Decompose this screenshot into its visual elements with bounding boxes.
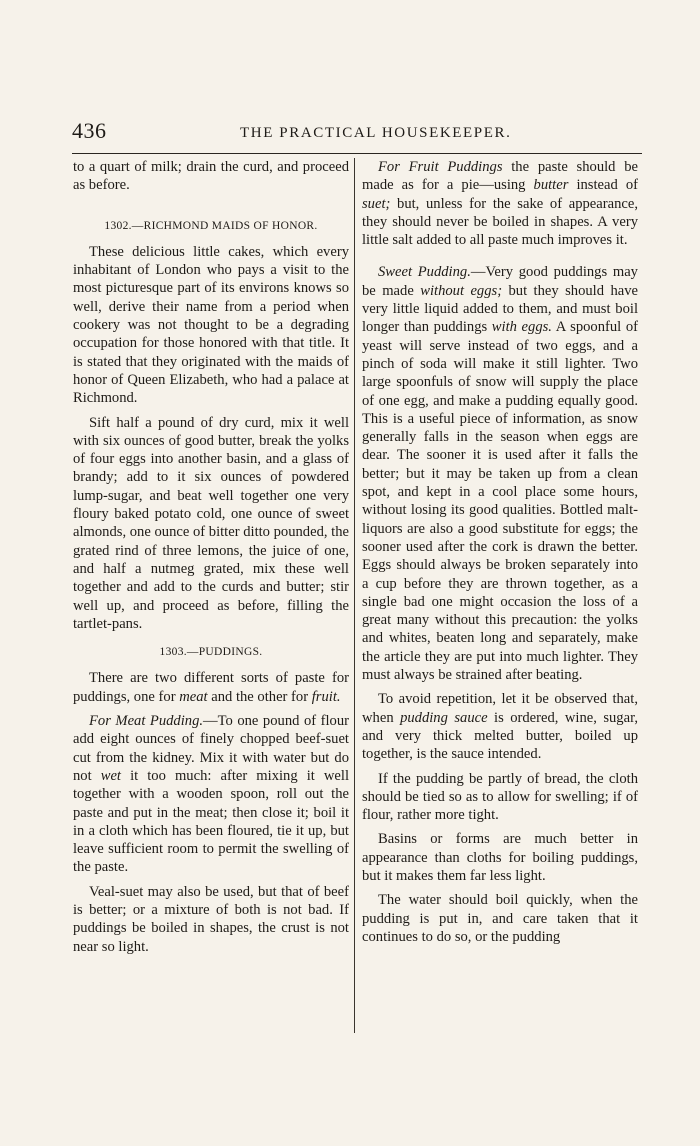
running-head: THE PRACTICAL HOUSEKEEPER.: [240, 125, 512, 141]
pudding-sauce-paragraph: [362, 690, 638, 763]
pudding-sauce-term: pudding sauce: [400, 709, 488, 726]
meat-wet: wet: [100, 767, 121, 784]
header-rule: [72, 153, 642, 154]
sweet-text-c: A spoonful of yeast will serve instead of two eggs, and a pinch of soda will make it still lighter. Two large spoonfuls of snow will supply the place of one egg, and make a pudding equally good. This is a useful piece of information, as snow generally falls in the season when eggs are dear. The sooner it is used after it falls the better; but it may be taken up from a clean spot, and kept in a cool place some hours, without losing its good qualities. Bottled malt-liquors are also a good substitute for eggs; the sooner used after the cork is drawn the better. Eggs should always be broken separately into a cup before they are thrown together, as a single bad one might occasion the loss of a great many without this precaution: the yolks and whites, beaten long and separately, make the article they are put into much lighter. They must always be strained after beating.: [362, 319, 639, 684]
page-header: [72, 118, 642, 148]
fruit-suet: suet;: [362, 195, 391, 212]
maids-history-paragraph: These delicious little cakes, which every inhabitant of London who pays a visit to the most picturesque part of its environs knows so well, derive their name from a period when cookery was not thought to be a degrading occupation for those honored with that title. It is stated that they originated with the maids of honor of Queen Elizabeth, who had a palace at Richmond.: [73, 243, 349, 407]
intro-meat: meat: [179, 688, 208, 705]
sweet-text-b: but they should have very little liquid added to them, and must boil longer than puddings: [362, 282, 638, 336]
fruit-text-c: but, unless for the sake of appearance, they should never be boiled in shapes. A very little salt added to all paste much improves it.: [362, 195, 638, 249]
intro-text-a: There are two different sorts of paste for puddings, one for: [73, 670, 349, 705]
left-column: [73, 158, 349, 962]
sweet-pudding-paragraph: [362, 263, 638, 684]
sweet-pudding-title: Sweet Pudding.: [378, 264, 471, 281]
maids-method-paragraph: Sift half a pound of dry curd, mix it well with six ounces of good butter, break the yolks of four eggs into another basin, and a glass of brandy; add to it six ounces of powdered lump-sugar, and beat well together one very floury baked potato cold, one ounce of sweet almonds, one ounce of bitter ditto pounded, the grated rind of three lemons, the juice of one, and half a nutmeg grated, mix these well together and add to the curds and butter; stir well up, and proceed as before, filling the tartlet-pans.: [73, 414, 350, 632]
meat-pudding-title: For Meat Pudding.: [89, 713, 204, 730]
boiling-water-paragraph: The water should boil quickly, when the pudding is put in, and care taken that it continues to do so, or the pudding: [362, 892, 638, 945]
meat-text-a: —To one pound of flour add eight ounces of finely chopped beef-suet cut from the kidney. Mix it with water but do not: [73, 713, 349, 784]
page-number: 436: [72, 118, 107, 143]
sauce-text-a: To avoid repetition, let it be observed that, when: [362, 691, 638, 726]
bread-pudding-paragraph: If the pudding be partly of bread, the cloth should be tied so as to allow for swelling; if of flour, rather more tight.: [362, 770, 638, 824]
puddings-intro-paragraph: [73, 669, 349, 706]
column-divider: [354, 158, 355, 1033]
fruit-text-a: the paste should be made as for a pie—using: [362, 159, 638, 194]
fruit-puddings-paragraph: [362, 158, 638, 249]
sweet-text-a: —Very good puddings may be made: [362, 264, 638, 299]
fruit-butter: butter: [533, 177, 569, 194]
sweet-without-eggs: without eggs;: [420, 282, 503, 299]
sauce-text-b: is ordered, wine, sugar, and very thick melted butter, boiled up together, is the sauce intended.: [362, 709, 638, 763]
meat-pudding-paragraph: [73, 712, 349, 877]
fruit-puddings-title: For Fruit Puddings: [378, 159, 503, 175]
basins-paragraph: Basins or forms are much better in appearance than cloths for boiling puddings, but it makes them far less light.: [362, 831, 638, 884]
sweet-with-eggs: with eggs.: [491, 319, 552, 336]
intro-fruit: fruit.: [311, 688, 341, 705]
veal-suet-paragraph: Veal-suet may also be used, but that of beef is better; or a mixture of both is not bad. If puddings be boiled in shapes, the crust is not near so light.: [73, 883, 349, 955]
intro-text-b: and the other for: [207, 688, 312, 705]
meat-text-b: it too much: after mixing it well together with a wooden spoon, roll out the paste and put in the meat; then close it; boil it in a cloth which has been floured, tie it up, but leave sufficient room to permit the swelling of the paste.: [73, 767, 350, 876]
right-column: [362, 158, 638, 952]
fruit-text-b: instead of: [568, 177, 638, 194]
recipe-heading-1303: 1303.—PUDDINGS.: [159, 646, 263, 659]
recipe-heading-1302: 1302.—RICHMOND MAIDS OF HONOR.: [104, 219, 318, 232]
continued-paragraph: to a quart of milk; drain the curd, and proceed as before.: [73, 159, 349, 194]
